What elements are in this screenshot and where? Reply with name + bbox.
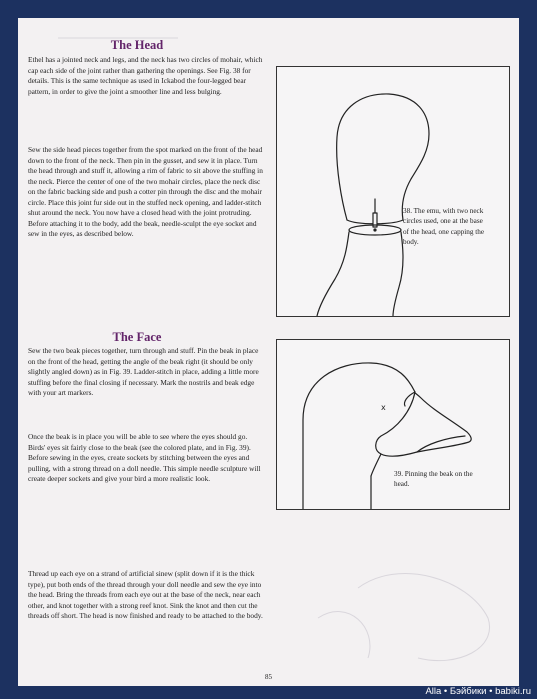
eye-position-mark: x xyxy=(381,403,386,412)
head-paragraph-2: Sew the side head pieces together from the spot marked on the front of the head down to the front of the neck. Then pin in the gusset, and sew it in place. Turn the head through and stuff it, allowing a rim of fabric to sit above the stuffing in the neck. Pierce the center of one of the two mohair circles, place the neck disc on the fabric backing side and push a cotter pin through the disc and the mohair circle. Place this joint fur side out in the stuffed neck opening, and ladder-stitch shut around the neck. You now have a closed head with the joint protruding. Before attaching it to the body, add the beak, needle-sculpt the eye socket and sew in the eyes, as described below. xyxy=(28,145,263,238)
face-paragraph-3: Thread up each eye on a strand of artificial sinew (split down if it is the thick type), put both ends of the thread through your doll needle and sew the eye into the head. Bring the threads from each eye out at the base of the neck, near each other, and knot together with a strong reef knot. Sink the knot and then cut the threads off short. The head is now finished and ready to be attached to the body. xyxy=(28,569,263,620)
emu-neck-joint-illustration xyxy=(277,67,509,316)
figure-39-caption: 39. Pinning the beak on the head. xyxy=(394,470,473,489)
head-paragraph-1: Ethel has a jointed neck and legs, and the neck has two circles of mohair, which cap each side of the joint rather than gathering the openings. See Fig. 38 for details. This is the same technique as used in Ickabod the four-legged bear pattern, in order to give the joint a smoother line and less bulging. xyxy=(28,55,263,96)
face-paragraph-1: Sew the two beak pieces together, turn through and stuff. Pin the beak in place on the front of the head, getting the angle of the beak right (it should be only slightly angled down) as in Fig. 39. Ladder-stitch in place, adding a little more stuffing before the final closing if necessary. Mark the nostrils and beak edge with your art markers. xyxy=(28,346,259,397)
figure-38-caption: 38. The emu, with two neck circles used, one at the base of the head, one capping the body. xyxy=(403,207,485,247)
face-section-title: The Face xyxy=(112,330,162,344)
figure-39-box xyxy=(276,339,510,510)
page-number: 85 xyxy=(265,673,272,681)
face-paragraph-2: Once the beak is in place you will be able to see where the eyes should go. Birds' eyes sit fairly close to the beak (see the colored plate, and in Fig. 39). Before sewing in the eyes, create sockets by stitching between the eyes and pulling, with a strong thread on a doll needle. This simple needle sculpture will create deeper sockets and give your bird a more realistic look. xyxy=(28,432,261,483)
book-page xyxy=(18,18,519,686)
emu-head-beak-illustration xyxy=(277,340,509,509)
head-section-title: The Head xyxy=(110,38,164,52)
watermark: Alla • Бэйбики • babiki.ru xyxy=(425,686,531,697)
figure-38-box xyxy=(276,66,510,317)
